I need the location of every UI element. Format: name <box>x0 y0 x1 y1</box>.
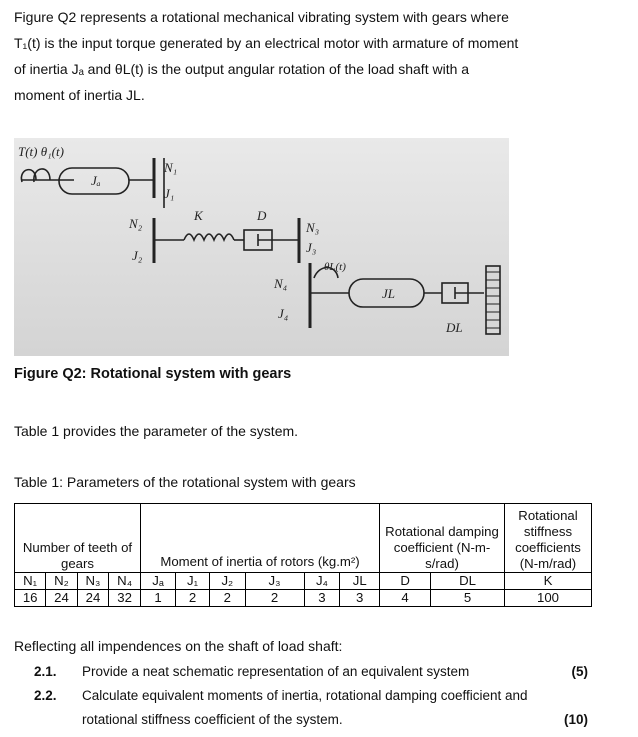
table-symbol-row <box>15 573 592 590</box>
table-intro-text: Table 1 provides the parameter of the system. <box>14 423 299 439</box>
table-group-header-row <box>15 504 592 573</box>
table-value-cell: 2 <box>176 590 210 607</box>
table-value-cell: 32 <box>109 590 141 607</box>
label-dl: DL <box>446 320 463 335</box>
table-header-cell: DL <box>431 573 505 590</box>
table-header-cell: K <box>505 573 592 590</box>
table-header-cell: J₃ <box>245 573 304 590</box>
table-value-cell: 16 <box>15 590 46 607</box>
question-2-2-text: Calculate equivalent moments of inertia, rotational damping coefficient and <box>82 688 528 703</box>
label-n2: N₂ <box>129 216 143 231</box>
table-header-cell: Jₐ <box>141 573 176 590</box>
question-2-1-number: 2.1. <box>34 664 57 679</box>
schematic-drawing <box>14 138 509 356</box>
label-jl: JL <box>382 286 395 301</box>
table-value-cell: 5 <box>431 590 505 607</box>
table-value-cell: 2 <box>210 590 245 607</box>
label-torque: T(t) θ₁(t) <box>18 144 64 159</box>
fixed-wall <box>486 266 500 334</box>
intro-paragraph <box>14 4 574 108</box>
group-header-inertia: Moment of inertia of rotors (kg.m²) <box>141 504 380 573</box>
table-value-cell: 100 <box>505 590 592 607</box>
table-header-cell: JL <box>340 573 380 590</box>
table-value-cell: 24 <box>46 590 77 607</box>
group-header-stiffness: Rotational stiffness coefficients (N-m/rad) <box>505 504 592 573</box>
group-header-teeth: Number of teeth of gears <box>15 504 141 573</box>
table-title: Table 1: Parameters of the rotational system with gears <box>14 474 356 490</box>
label-j3: J₃ <box>306 240 317 255</box>
table-value-cell: 2 <box>245 590 304 607</box>
label-k: K <box>194 208 203 223</box>
intro-line-3: of inertia Jₐ and θL(t) is the output angular rotation of the load shaft with a <box>14 61 470 77</box>
label-n1: N₁ <box>164 160 178 175</box>
table-header-cell: N₂ <box>46 573 77 590</box>
table-value-row <box>15 590 592 607</box>
table-header-cell: N₁ <box>15 573 46 590</box>
question-2-2-marks: (10) <box>563 712 588 727</box>
figure-caption: Figure Q2: Rotational system with gears <box>14 366 292 382</box>
label-j1: J₁ <box>164 186 175 201</box>
spring-k <box>184 234 234 240</box>
table-value-cell: 4 <box>380 590 431 607</box>
intro-line-2: T₁(t) is the input torque generated by an electrical motor with armature of moment <box>14 35 519 51</box>
table-header-cell: J₂ <box>210 573 245 590</box>
table-value-cell: 3 <box>340 590 380 607</box>
table-header-cell: J₄ <box>304 573 340 590</box>
table-value-cell: 24 <box>77 590 109 607</box>
label-n4: N₄ <box>274 276 288 291</box>
table-header-cell: N₄ <box>109 573 141 590</box>
label-n3: N₃ <box>306 220 320 235</box>
question-2-2-text-cont: rotational stiffness coefficient of the system. <box>82 712 343 727</box>
label-ja: Jₐ <box>91 173 101 188</box>
label-j4: J₄ <box>278 306 289 321</box>
parameters-table <box>14 503 592 607</box>
label-theta-l: θL(t) <box>324 261 346 273</box>
group-header-damping: Rotational damping coefficient (N-m-s/rad) <box>380 504 505 573</box>
question-2-1-marks: (5) <box>571 664 588 679</box>
table-value-cell: 1 <box>141 590 176 607</box>
label-d: D <box>257 208 267 223</box>
table-header-cell: D <box>380 573 431 590</box>
question-2-1-text: Provide a neat schematic representation of an equivalent system <box>82 664 470 679</box>
table-header-cell: J₁ <box>176 573 210 590</box>
table-value-cell: 3 <box>304 590 340 607</box>
intro-line-4: moment of inertia JL. <box>14 87 145 103</box>
question-2-2-number: 2.2. <box>34 688 57 703</box>
table-header-cell: N₃ <box>77 573 109 590</box>
figure-q2-schematic <box>14 138 509 356</box>
intro-line-1: Figure Q2 represents a rotational mechanical vibrating system with gears where <box>14 9 509 25</box>
label-j2: J₂ <box>132 248 143 263</box>
reflect-instruction: Reflecting all impendences on the shaft of load shaft: <box>14 638 343 654</box>
